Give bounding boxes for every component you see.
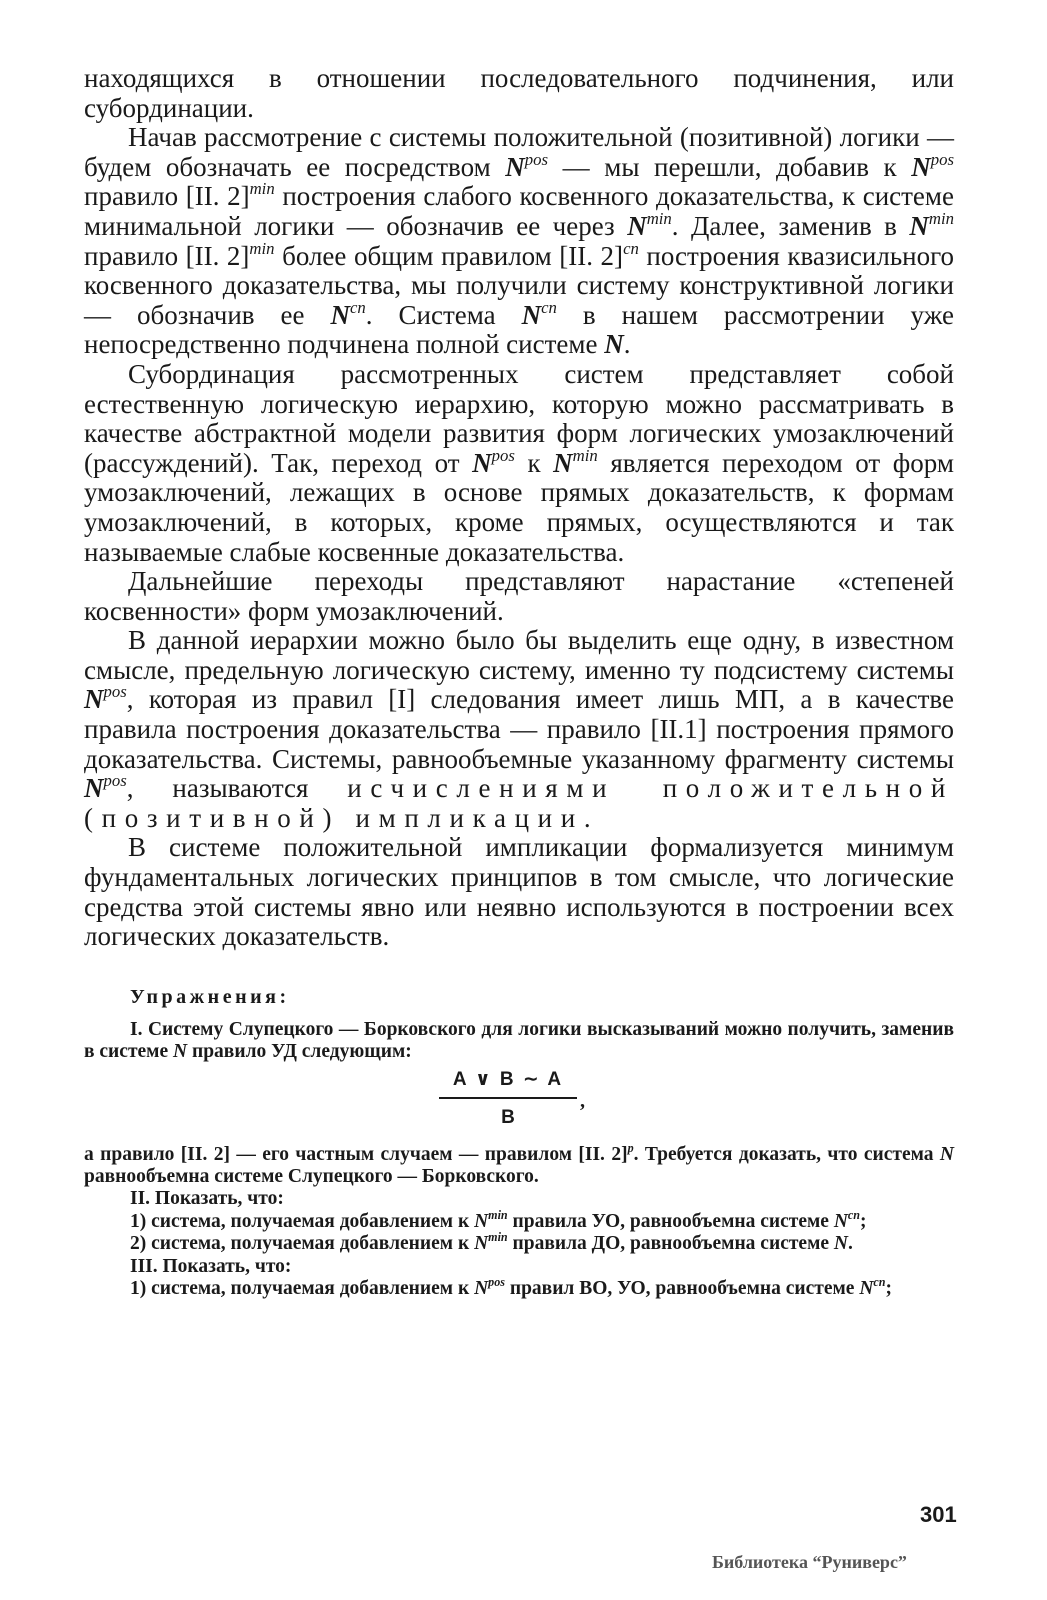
text-run: , называются [126, 773, 348, 804]
paragraph [84, 1019, 954, 1064]
text-run: ; [885, 1278, 892, 1300]
italic-symbol: N [173, 1041, 188, 1063]
exercises-title: Упражнения: [130, 985, 290, 1008]
text-run: — мы перешли, добавив к [548, 151, 912, 182]
text-run: В данной иерархии можно было бы выделить еще одну, в известном смысле, предельную логическую систему, именно ту подсистему системы [84, 625, 954, 685]
spaced-emphasis: исчислениями положительной (позитивной) импликации [84, 773, 954, 833]
text-run: построения квазисильного косвенного доказательства, мы получили систему конструктивной логики — обозначив ее [84, 240, 955, 330]
superscript: pos [491, 445, 515, 465]
superscript: cn [349, 297, 366, 317]
exercises-section [84, 986, 954, 1301]
italic-symbol: N [939, 1143, 955, 1165]
paragraph [84, 64, 954, 123]
italic-symbol: N [833, 1233, 848, 1255]
italic-symbol: N [472, 447, 492, 478]
text-run: правила ДО, равнообъемна системе [507, 1233, 834, 1255]
italic-symbol: N [833, 1210, 848, 1232]
superscript: p [627, 1140, 634, 1155]
paragraph [84, 567, 954, 626]
italic-symbol: N [553, 447, 573, 478]
superscript: pos [488, 1275, 505, 1290]
formula-numerator: A ∨ B ∼ A [439, 1068, 577, 1099]
paragraph [84, 1275, 954, 1300]
italic-symbol: N [627, 210, 647, 241]
italic-symbol: N [505, 151, 525, 182]
paragraph [84, 1256, 954, 1278]
text-run: . Далее, заменив в [671, 210, 910, 241]
superscript: min [249, 238, 275, 258]
text-run: , которая из правил [I] следования имеет лишь МП, а в качестве правила построения доказательства — правило [II.1] построения прямого доказательства. Системы, равнообъемные указанному фрагменту системы [84, 684, 954, 774]
text-run: Начав рассмотрение с системы положительной (позитивной) логики — будем обозначать ее посредством [84, 122, 954, 182]
text-run: . [583, 802, 591, 833]
superscript: min [928, 209, 954, 229]
superscript: cn [873, 1275, 886, 1290]
formula-trailing-punct: , [580, 1089, 585, 1112]
text-run: правил ВО, УО, равнообъемна системе [504, 1278, 860, 1300]
text-run: . Система [365, 299, 522, 330]
paragraph [84, 1140, 955, 1189]
text-run: правило [II. 2] [84, 181, 250, 212]
italic-symbol: N [474, 1278, 489, 1300]
text-run: В системе положительной импликации формализуется минимум фундаментальных логических принципов в том смысле, что логические средства этой системы явно или неявно используются в построении всех логических доказательств. [84, 832, 954, 952]
text-run: построения слабого косвенного доказательства, к системе минимальной логики — обозначив ее через [84, 181, 954, 241]
superscript: min [488, 1230, 508, 1245]
italic-symbol: N [474, 1233, 489, 1255]
exercise-text-before-formula [84, 1019, 954, 1064]
superscript: min [488, 1208, 508, 1222]
paragraph [84, 833, 954, 951]
italic-symbol: N [84, 684, 104, 715]
text-run: II. Показать, что: [130, 1188, 284, 1210]
italic-symbol: N [84, 773, 104, 804]
text-run: правило УД следующим: [187, 1041, 412, 1063]
italic-symbol: N [909, 210, 929, 241]
text-run: правила УО, равнообъемна системе [507, 1210, 834, 1232]
formula-fraction [439, 1068, 577, 1129]
superscript: pos [103, 682, 127, 702]
paragraph [84, 1208, 954, 1233]
text-run: равнообъемна системе Слупецкого — Борковского. [84, 1166, 539, 1188]
text-run: III. Показать, что: [130, 1255, 292, 1277]
text-run: Дальнейшие переходы представляют нарастание «степеней косвенности» форм умозаключений. [84, 566, 954, 626]
text-run: находящихся в отношении последовательного подчинения, или субординации. [84, 63, 954, 123]
text-run: к [514, 447, 554, 478]
text-run: а правило [II. 2] — его частным случаем — правилом [II. 2] [84, 1143, 628, 1165]
text-run: 2) система, получаемая добавлением к [130, 1233, 475, 1255]
text-run: . [623, 329, 631, 360]
italic-symbol: N [474, 1210, 489, 1232]
superscript: min [572, 445, 598, 465]
text-run: в нашем рассмотрении уже непосредственно подчинена полной системе [84, 299, 954, 360]
paragraph [84, 1188, 954, 1210]
paragraph [84, 626, 954, 833]
italic-symbol: N [859, 1278, 874, 1300]
superscript: cn [541, 297, 557, 317]
superscript: min [249, 179, 275, 199]
text-run: 1) система, получаемая добавлением к [130, 1278, 475, 1300]
italic-symbol: N [911, 151, 931, 182]
text-run: . [848, 1233, 853, 1255]
text-run: является переходом от форм умозаключений, лежащих в основе прямых доказательств, к формам умозаключений, в которых, кроме прямых, осуществляются и так называемые слабые косвенные доказательства. [84, 447, 954, 567]
superscript: pos [930, 149, 954, 169]
page-number: 301 [920, 1502, 957, 1527]
superscript: min [646, 209, 672, 229]
italic-symbol: N [521, 299, 542, 330]
formula-block [84, 1068, 954, 1138]
exercise-text-after-formula [84, 1140, 955, 1301]
text-run: I. Систему Слупецкого — Борковского для логики высказываний можно получить, заменив в системе [84, 1018, 954, 1063]
italic-symbol: N [604, 329, 624, 360]
page-body [84, 64, 954, 1300]
text-run: 1) система, получаемая добавлением к [130, 1210, 475, 1232]
italic-symbol: N [330, 299, 350, 330]
main-text [84, 64, 954, 952]
text-run: . Требуется доказать, что система [633, 1143, 940, 1165]
superscript: cn [847, 1208, 861, 1222]
paragraph [84, 1230, 954, 1255]
formula-denominator: B [501, 1106, 515, 1128]
superscript: pos [103, 771, 127, 791]
superscript: cn [623, 238, 639, 258]
paragraph [84, 360, 954, 567]
paragraph [84, 123, 954, 360]
text-run: ; [860, 1210, 867, 1232]
text-run: более общим правилом [II. 2] [274, 240, 624, 271]
library-credit: Библиотека “Руниверс” [712, 1552, 907, 1572]
superscript: pos [524, 149, 549, 169]
text-run: правило [II. 2] [84, 240, 250, 271]
text-run: Субординация рассмотренных систем представляет собой естественную логическую иерархию, которую можно рассматривать в качестве абстрактной модели развития форм логических умозаключений (рассуждений). Так, переход от [84, 358, 954, 478]
